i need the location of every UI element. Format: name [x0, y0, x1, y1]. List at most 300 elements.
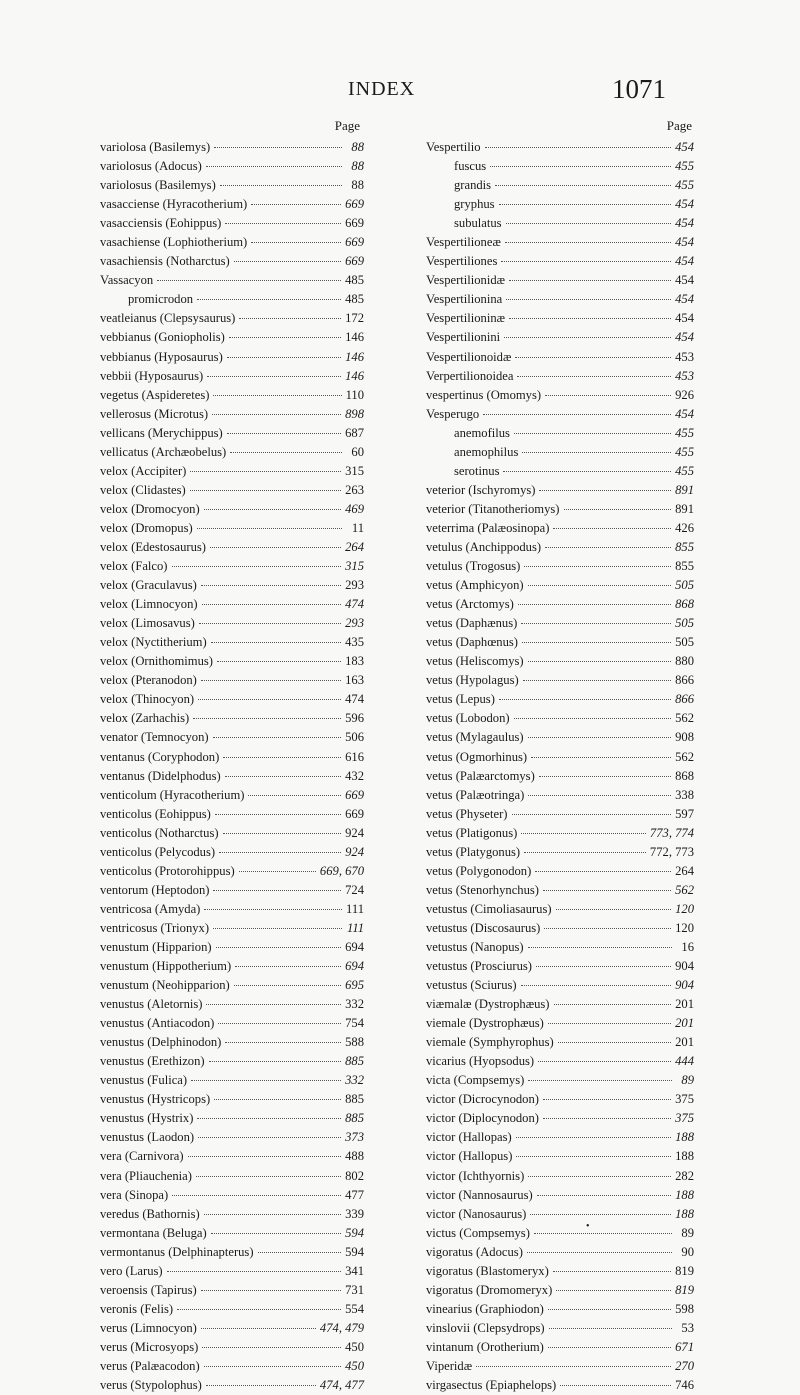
- dot-leader: [251, 242, 341, 243]
- entry-page: 687: [345, 425, 364, 440]
- index-entry: [426, 957, 694, 976]
- entry-name: vasacciense (Hyracotherium): [100, 197, 248, 212]
- index-entry: [426, 328, 694, 347]
- dot-leader: [490, 166, 671, 167]
- entry-page: 904: [675, 978, 694, 993]
- entry-name: vigoratus (Adocus): [426, 1244, 523, 1259]
- entry-page: 885: [345, 1054, 364, 1069]
- index-entry: [426, 271, 694, 290]
- entry-name: vetus (Heliscomys): [426, 654, 524, 669]
- entry-page: 315: [345, 463, 364, 478]
- dot-leader: [190, 490, 341, 491]
- entry-page: 594: [345, 1225, 364, 1240]
- entry-page: 562: [675, 711, 694, 726]
- entry-name: velox (Falco): [100, 559, 168, 574]
- dot-leader: [499, 204, 672, 205]
- entry-name: vasachiense (Lophiotherium): [100, 235, 248, 250]
- dot-leader: [506, 299, 671, 300]
- entry-page: 60: [351, 444, 364, 459]
- entry-name: veredus (Bathornis): [100, 1206, 200, 1221]
- entry-page: 270: [675, 1359, 694, 1373]
- index-entry: [426, 595, 694, 614]
- entry-name: veroensis (Tapirus): [100, 1282, 197, 1297]
- dot-leader: [517, 376, 671, 377]
- dot-leader: [521, 985, 672, 986]
- dot-leader: [543, 890, 671, 891]
- entry-name: veterrima (Palæosinopa): [426, 520, 550, 535]
- dot-leader: [509, 280, 671, 281]
- entry-page: 597: [675, 806, 694, 821]
- dot-leader: [521, 833, 646, 834]
- dot-leader: [202, 604, 342, 605]
- index-entry: [426, 881, 694, 900]
- dot-leader: [204, 509, 341, 510]
- entry-page: 332: [345, 1073, 364, 1088]
- dot-leader: [197, 299, 341, 300]
- entry-name: vetulus (Trogosus): [426, 559, 521, 574]
- dot-leader: [211, 642, 341, 643]
- dot-leader: [548, 1023, 671, 1024]
- dot-leader: [528, 737, 672, 738]
- entry-page: 455: [675, 425, 694, 440]
- dot-leader: [227, 433, 341, 434]
- index-entry: [426, 1109, 694, 1128]
- entry-name: viæmalæ (Dystrophæus): [426, 997, 550, 1012]
- dot-leader: [212, 414, 341, 415]
- entry-page: 454: [675, 311, 694, 326]
- entry-name: victor (Dicrocynodon): [426, 1092, 539, 1107]
- dot-leader: [527, 1252, 672, 1253]
- entry-name: vetustus (Prosciurus): [426, 959, 532, 974]
- dot-leader: [538, 1061, 671, 1062]
- entry-page: 454: [675, 330, 694, 345]
- index-entry: [426, 919, 694, 938]
- entry-name: ventanus (Didelphodus): [100, 768, 221, 783]
- entry-page: 868: [675, 597, 694, 612]
- entry-page: 669, 670: [319, 863, 364, 878]
- dot-leader: [548, 1309, 671, 1310]
- index-entry: [426, 367, 694, 386]
- entry-page: 455: [675, 159, 694, 174]
- entry-page: 263: [345, 482, 364, 497]
- entry-page: 505: [675, 635, 694, 650]
- index-entry: [426, 538, 694, 557]
- index-entry: [426, 176, 694, 195]
- entry-page: 201: [675, 1016, 694, 1031]
- entry-page: 146: [345, 349, 364, 364]
- index-entry: [426, 519, 694, 538]
- entry-page: 455: [675, 444, 694, 459]
- entry-page: 88: [351, 178, 364, 193]
- entry-page: 694: [345, 939, 364, 954]
- entry-name: velox (Dromocyon): [100, 501, 200, 516]
- index-entry: [426, 309, 694, 328]
- dot-leader: [248, 795, 341, 796]
- index-entry: [100, 519, 364, 538]
- entry-name: vetustus (Nanopus): [426, 939, 524, 954]
- entry-name: variolosus (Adocus): [100, 159, 202, 174]
- entry-page: 110: [345, 387, 364, 402]
- dot-leader: [501, 261, 671, 262]
- entry-name: venustum (Hipparion): [100, 939, 212, 954]
- index-entry: [426, 1033, 694, 1052]
- index-entry: [100, 443, 364, 462]
- entry-name: veronis (Felis): [100, 1301, 174, 1316]
- footer-mark: •: [586, 1221, 590, 1232]
- index-entry: [426, 424, 694, 443]
- entry-name: vicarius (Hyopsodus): [426, 1054, 535, 1069]
- dot-leader: [528, 947, 672, 948]
- entry-page: 866: [675, 673, 694, 688]
- entry-page: 315: [345, 559, 364, 574]
- entry-name: vetus (Palæotringa): [426, 787, 525, 802]
- entry-name: vermontana (Beluga): [100, 1225, 207, 1240]
- dot-leader: [522, 452, 671, 453]
- entry-page: 669: [345, 806, 364, 821]
- entry-name: vera (Pliauchenia): [100, 1168, 192, 1183]
- entry-page: 264: [675, 863, 694, 878]
- entry-name: promicrodon: [128, 292, 194, 307]
- index-entry: [100, 1167, 364, 1186]
- dot-leader: [536, 966, 671, 967]
- entry-name: Vespertilionidæ: [426, 273, 506, 288]
- entry-name: vasacciensis (Eohippus): [100, 216, 222, 231]
- entry-name: Vespertilionina: [426, 292, 503, 307]
- index-entry: [426, 1224, 694, 1243]
- dot-leader: [558, 1042, 671, 1043]
- entry-page: 488: [345, 1149, 364, 1164]
- dot-leader: [509, 318, 671, 319]
- index-entry: [100, 614, 364, 633]
- entry-name: vetus (Platigonus): [426, 825, 518, 840]
- entry-page: 474, 479: [319, 1320, 364, 1335]
- entry-page: 89: [681, 1225, 694, 1240]
- entry-page: 880: [675, 654, 694, 669]
- entry-page: 596: [345, 711, 364, 726]
- entry-page: 435: [345, 635, 364, 650]
- entry-page: 338: [675, 787, 694, 802]
- entry-name: venustus (Hystrix): [100, 1111, 194, 1126]
- entry-name: venticolum (Hyracotherium): [100, 787, 245, 802]
- dot-leader: [251, 204, 341, 205]
- index-entry: [426, 1128, 694, 1147]
- entry-name: Vespertilionoidæ: [426, 349, 512, 364]
- dot-leader: [545, 395, 671, 396]
- index-entry: [100, 386, 364, 405]
- entry-page: 594: [345, 1244, 364, 1259]
- entry-page: 163: [345, 673, 364, 688]
- dot-leader: [234, 261, 341, 262]
- entry-name: ventorum (Heptodon): [100, 882, 210, 897]
- entry-page: 188: [675, 1130, 694, 1145]
- index-entry: [100, 1300, 364, 1319]
- entry-page: 802: [345, 1168, 364, 1183]
- entry-name: venticolus (Notharctus): [100, 825, 219, 840]
- entry-page: 474: [345, 692, 364, 707]
- entry-name: velox (Accipiter): [100, 463, 187, 478]
- dot-leader: [528, 1176, 671, 1177]
- dot-leader: [556, 909, 672, 910]
- entry-page: 671: [675, 1339, 694, 1354]
- dot-leader: [505, 242, 671, 243]
- index-entry: [100, 1243, 364, 1262]
- index-entry: [100, 938, 364, 957]
- index-entry: [100, 500, 364, 519]
- entry-name: Vespertilionini: [426, 330, 501, 345]
- dot-leader: [518, 604, 671, 605]
- entry-page: 188: [675, 1149, 694, 1164]
- index-entry: [100, 1281, 364, 1300]
- entry-page: 506: [345, 730, 364, 745]
- entry-page: 724: [345, 882, 364, 897]
- index-entry: [100, 1376, 364, 1395]
- entry-name: vigoratus (Blastomeryx): [426, 1263, 549, 1278]
- entry-page: 375: [675, 1092, 694, 1107]
- dot-leader: [543, 1099, 671, 1100]
- index-column-left: [100, 118, 364, 1395]
- index-entry: [426, 1052, 694, 1071]
- index-entry: [100, 748, 364, 767]
- index-entry: [100, 881, 364, 900]
- index-entry: [100, 233, 364, 252]
- dot-leader: [201, 585, 341, 586]
- entry-page: 772, 773: [649, 844, 694, 859]
- index-entry: [100, 1052, 364, 1071]
- index-entry: [100, 271, 364, 290]
- dot-leader: [218, 1023, 341, 1024]
- index-entry: [426, 728, 694, 747]
- dot-leader: [223, 757, 341, 758]
- dot-leader: [172, 566, 342, 567]
- entry-name: verus (Limnocyon): [100, 1320, 197, 1335]
- index-entry: [426, 500, 694, 519]
- entry-name: vetus (Polygonodon): [426, 863, 532, 878]
- entry-page: 453: [675, 368, 694, 383]
- dot-leader: [499, 699, 671, 700]
- index-entry: [426, 786, 694, 805]
- dot-leader: [157, 280, 341, 281]
- entry-page: 474, 477: [319, 1378, 364, 1393]
- index-entry: [100, 290, 364, 309]
- entry-name: vera (Carnivora): [100, 1149, 184, 1164]
- index-entry: [426, 633, 694, 652]
- dot-leader: [530, 1214, 671, 1215]
- dot-leader: [524, 566, 671, 567]
- entry-name: vetulus (Anchippodus): [426, 539, 542, 554]
- dot-leader: [531, 757, 671, 758]
- dot-leader: [545, 547, 671, 548]
- index-entry: [100, 1338, 364, 1357]
- index-entry: [426, 1071, 694, 1090]
- entry-page: 264: [345, 539, 364, 554]
- dot-leader: [495, 185, 671, 186]
- entry-page: 282: [675, 1168, 694, 1183]
- dot-leader: [564, 509, 672, 510]
- entry-name: victa (Compsemys): [426, 1073, 525, 1088]
- dot-leader: [521, 623, 671, 624]
- dot-leader: [230, 452, 342, 453]
- index-entry: [100, 367, 364, 386]
- entry-page: 111: [346, 901, 364, 916]
- entry-page: 341: [345, 1263, 364, 1278]
- entry-page: 891: [675, 501, 694, 516]
- index-entry: [100, 843, 364, 862]
- entry-page: 120: [675, 920, 694, 935]
- index-entry: [100, 195, 364, 214]
- entry-page: 455: [675, 178, 694, 193]
- index-entry: [100, 176, 364, 195]
- index-column-right: [426, 118, 694, 1395]
- entry-name: vetus (Stenorhynchus): [426, 882, 539, 897]
- dot-leader: [504, 337, 671, 338]
- index-entry: [426, 843, 694, 862]
- entry-name: velox (Thinocyon): [100, 692, 195, 707]
- entry-name: vetus (Lepus): [426, 692, 495, 707]
- dot-leader: [201, 680, 341, 681]
- entry-name: vigoratus (Dromomeryx): [426, 1282, 553, 1297]
- index-entry: [100, 671, 364, 690]
- entry-page: 188: [675, 1206, 694, 1221]
- entry-page: 183: [345, 654, 364, 669]
- entry-name: veatleianus (Clepsysaurus): [100, 311, 236, 326]
- entry-name: vermontanus (Delphinapterus): [100, 1244, 254, 1259]
- entry-page: 89: [681, 1073, 694, 1088]
- entry-page: 477: [345, 1187, 364, 1202]
- entry-page: 562: [675, 749, 694, 764]
- index-entry: [426, 462, 694, 481]
- entry-name: grandis: [454, 178, 492, 193]
- entry-list: [100, 138, 364, 1395]
- entry-name: velox (Clidastes): [100, 482, 186, 497]
- index-entry: [426, 1147, 694, 1166]
- entry-page: 669: [345, 787, 364, 802]
- entry-name: gryphus: [454, 197, 495, 212]
- entry-name: venticolus (Pelycodus): [100, 844, 216, 859]
- dot-leader: [214, 147, 342, 148]
- dot-leader: [204, 1214, 341, 1215]
- index-entry: [100, 900, 364, 919]
- entry-name: vetus (Platygonus): [426, 844, 521, 859]
- index-entry: [426, 748, 694, 767]
- dot-leader: [201, 1290, 341, 1291]
- index-entry: [100, 1014, 364, 1033]
- entry-page: 188: [675, 1187, 694, 1202]
- entry-page: 11: [351, 520, 364, 535]
- entry-page: 146: [345, 368, 364, 383]
- index-entry: [426, 824, 694, 843]
- entry-page: 485: [345, 273, 364, 288]
- dot-leader: [528, 661, 672, 662]
- index-entry: [100, 538, 364, 557]
- dot-leader: [219, 852, 341, 853]
- index-entry: [426, 1319, 694, 1338]
- dot-leader: [523, 680, 671, 681]
- entry-name: viemale (Symphyrophus): [426, 1035, 554, 1050]
- dot-leader: [514, 433, 671, 434]
- dot-leader: [543, 1118, 671, 1119]
- entry-page: 731: [345, 1282, 364, 1297]
- dot-leader: [483, 414, 671, 415]
- entry-name: subulatus: [454, 216, 502, 231]
- entry-page: 924: [345, 825, 364, 840]
- dot-leader: [213, 890, 341, 891]
- entry-name: vetus (Physeter): [426, 806, 508, 821]
- index-entry: [426, 1281, 694, 1300]
- index-entry: [426, 900, 694, 919]
- entry-name: venustus (Fulica): [100, 1073, 188, 1088]
- entry-name: venustus (Hystricops): [100, 1092, 211, 1107]
- dot-leader: [223, 833, 342, 834]
- entry-name: velox (Nyctitherium): [100, 635, 207, 650]
- entry-page: 90: [681, 1244, 694, 1259]
- dot-leader: [516, 1137, 671, 1138]
- entry-name: virgasectus (Epiaphelops): [426, 1378, 557, 1393]
- dot-leader: [190, 471, 341, 472]
- entry-name: victor (Diplocynodon): [426, 1111, 539, 1126]
- dot-leader: [485, 147, 672, 148]
- entry-page: 598: [675, 1301, 694, 1316]
- index-entry: [100, 862, 364, 881]
- entry-name: victor (Nannosaurus): [426, 1187, 533, 1202]
- entry-name: variolosa (Basilemys): [100, 140, 211, 154]
- index-entry: [100, 1033, 364, 1052]
- dot-leader: [220, 185, 342, 186]
- dot-leader: [522, 642, 671, 643]
- entry-page: 454: [675, 197, 694, 212]
- dot-leader: [206, 1385, 316, 1386]
- entry-page: 855: [675, 539, 694, 554]
- entry-page: 293: [345, 616, 364, 631]
- index-entry: [426, 405, 694, 424]
- entry-name: velox (Ornithomimus): [100, 654, 213, 669]
- dot-leader: [560, 1385, 671, 1386]
- entry-page: 53: [681, 1320, 694, 1335]
- entry-page: 819: [675, 1263, 694, 1278]
- dot-leader: [524, 852, 646, 853]
- index-entry: [426, 233, 694, 252]
- entry-name: Vespertilioneæ: [426, 235, 501, 250]
- entry-page: 373: [345, 1130, 364, 1145]
- dot-leader: [229, 337, 341, 338]
- dot-leader: [215, 814, 341, 815]
- entry-name: venustus (Aletornis): [100, 997, 203, 1012]
- entry-page: 16: [681, 939, 694, 954]
- index-entry: [100, 557, 364, 576]
- entry-name: Vespertiliones: [426, 254, 498, 269]
- index-entry: [426, 1205, 694, 1224]
- entry-name: vetustus (Discosaurus): [426, 920, 541, 935]
- entry-page: 669: [345, 254, 364, 269]
- index-entry: [100, 652, 364, 671]
- entry-name: Vespertilioninæ: [426, 311, 506, 326]
- index-entry: [426, 1376, 694, 1395]
- dot-leader: [476, 1366, 671, 1367]
- entry-page: 88: [351, 140, 364, 154]
- entry-name: vegetus (Aspideretes): [100, 387, 210, 402]
- entry-name: vebbianus (Hyposaurus): [100, 349, 223, 364]
- entry-name: vetus (Hypolagus): [426, 673, 519, 688]
- index-entry: [100, 481, 364, 500]
- entry-page: 454: [675, 254, 694, 269]
- dot-leader: [213, 737, 342, 738]
- entry-name: victor (Ichthyornis): [426, 1168, 525, 1183]
- entry-name: Vesperugo: [426, 406, 480, 421]
- dot-leader: [210, 547, 341, 548]
- entry-page: 866: [675, 692, 694, 707]
- entry-name: vetus (Amphicyon): [426, 578, 524, 593]
- dot-leader: [556, 1290, 671, 1291]
- entry-name: vellicatus (Archæobelus): [100, 444, 227, 459]
